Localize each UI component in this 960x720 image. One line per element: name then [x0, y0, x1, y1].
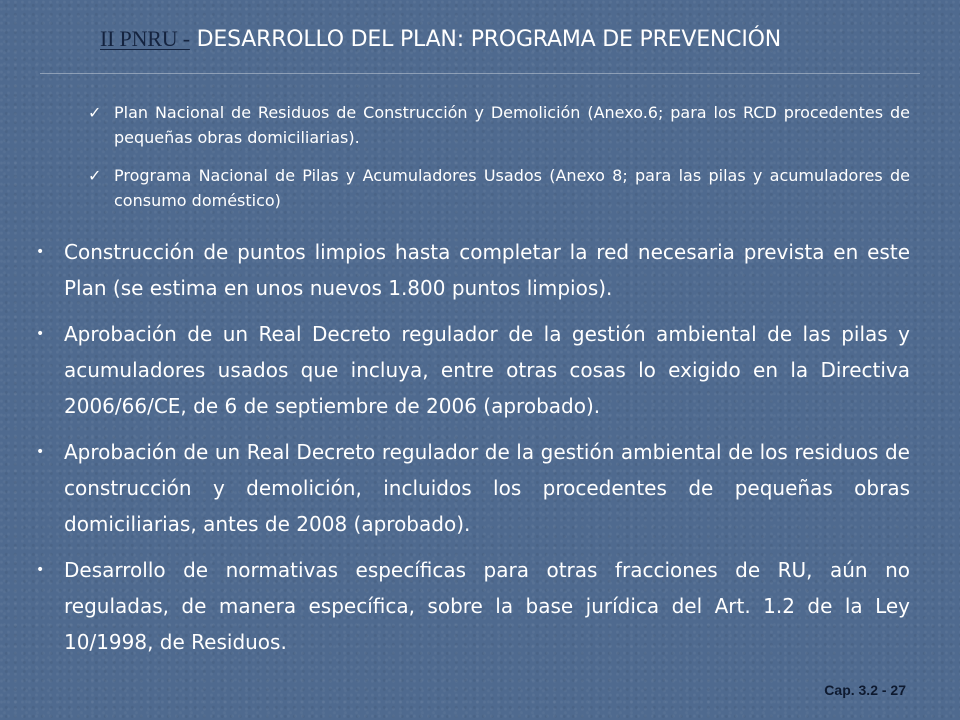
check-icon: ✓ — [88, 103, 102, 122]
sub-item-text: Plan Nacional de Residuos de Construcción y Demolición (Anexo.6; para los RCD procedentes de pequeñas obras domiciliarias). — [114, 103, 910, 147]
slide-title — [100, 26, 930, 52]
sub-item-text: Programa Nacional de Pilas y Acumuladores Usados (Anexo 8; para las pilas y acumuladores de consumo doméstico) — [114, 166, 910, 210]
sub-item — [88, 100, 910, 150]
title-text: DESARROLLO DEL PLAN: PROGRAMA DE PREVENCIÓN — [196, 27, 781, 52]
title-divider — [40, 73, 920, 74]
bullet-text: Construcción de puntos limpios hasta completar la red necesaria prevista en este Plan (se estima en unos nuevos 1.800 puntos limpios). — [64, 240, 910, 300]
bullet-text: Aprobación de un Real Decreto regulador de la gestión ambiental de las pilas y acumuladores usados que incluya, entre otras cosas lo exigido en la Directiva 2006/66/CE, de 6 de septiembre de 2006 (aprobado). — [64, 322, 910, 418]
sub-list — [88, 100, 910, 226]
slide-footer: Cap. 3.2 - 27 — [824, 682, 906, 698]
bullet-dot-icon: • — [36, 444, 45, 460]
bullet-dot-icon: • — [36, 326, 45, 342]
bullet-dot-icon: • — [36, 562, 45, 578]
check-icon: ✓ — [88, 166, 102, 185]
bullet-list — [34, 234, 910, 670]
bullet-item — [34, 316, 910, 424]
bullet-text: Aprobación de un Real Decreto regulador de la gestión ambiental de los residuos de construcción y demolición, incluidos los procedentes de pequeñas obras domiciliarias, antes de 2008 (aprobado). — [64, 440, 910, 536]
bullet-text: Desarrollo de normativas específicas para otras fracciones de RU, aún no reguladas, de manera específica, sobre la base jurídica del Art. 1.2 de la Ley 10/1998, de Residuos. — [64, 558, 910, 654]
title-prefix: II PNRU - — [100, 26, 190, 51]
bullet-item — [34, 434, 910, 542]
bullet-item — [34, 552, 910, 660]
bullet-dot-icon: • — [36, 244, 45, 260]
bullet-item — [34, 234, 910, 306]
sub-item — [88, 163, 910, 213]
